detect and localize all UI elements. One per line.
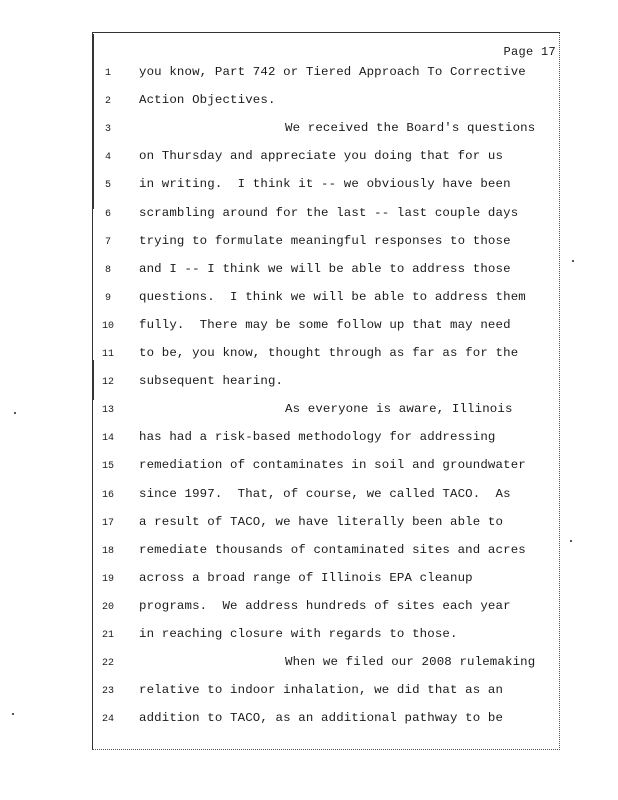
line-number: 7 bbox=[104, 236, 111, 248]
transcript-line bbox=[0, 486, 618, 506]
line-number: 23 bbox=[101, 686, 114, 698]
line-number: 24 bbox=[101, 714, 114, 726]
line-text: We received the Board's questions bbox=[285, 121, 536, 136]
transcript-line bbox=[0, 570, 618, 590]
line-text: in reaching closure with regards to those. bbox=[139, 627, 458, 641]
line-text: fully. There may be some follow up that may need bbox=[139, 317, 511, 332]
line-number: 12 bbox=[101, 377, 114, 389]
line-text: across a broad range of Illinois EPA cleanup bbox=[139, 570, 473, 585]
line-number: 9 bbox=[104, 292, 111, 304]
transcript-line bbox=[0, 289, 618, 309]
line-text: programs. We address hundreds of sites each year bbox=[139, 598, 511, 613]
transcript-line bbox=[0, 261, 618, 281]
transcript-line bbox=[0, 373, 618, 393]
line-number: 17 bbox=[101, 517, 114, 529]
line-number: 2 bbox=[104, 96, 111, 108]
line-text: subsequent hearing. bbox=[139, 374, 284, 389]
transcript-line bbox=[0, 514, 618, 534]
transcript-line bbox=[0, 120, 618, 140]
line-number: 13 bbox=[101, 405, 114, 417]
line-text: you know, Part 742 or Tiered Approach To Corrective bbox=[139, 65, 526, 79]
transcript-line bbox=[0, 682, 618, 702]
transcript-line bbox=[0, 345, 618, 365]
line-text: to be, you know, thought through as far as for the bbox=[139, 346, 519, 360]
line-number: 22 bbox=[101, 658, 114, 670]
line-text: remediate thousands of contaminated sites and acres bbox=[139, 542, 526, 557]
line-number: 11 bbox=[101, 349, 114, 360]
line-number: 21 bbox=[101, 630, 114, 641]
transcript-line bbox=[0, 429, 618, 449]
line-text: on Thursday and appreciate you doing that for us bbox=[139, 149, 504, 164]
transcript-line bbox=[0, 598, 618, 618]
line-number: 6 bbox=[104, 208, 111, 220]
line-number: 19 bbox=[101, 573, 114, 585]
scan-speck bbox=[14, 412, 16, 414]
scan-speck bbox=[12, 713, 14, 715]
transcript-line bbox=[0, 148, 618, 168]
line-text: relative to indoor inhalation, we did that as an bbox=[139, 683, 504, 698]
line-text: When we filed our 2008 rulemaking bbox=[285, 655, 536, 670]
line-number: 14 bbox=[101, 433, 114, 445]
transcript-line bbox=[0, 64, 618, 84]
line-text: scrambling around for the last -- last couple days bbox=[139, 205, 519, 220]
line-text: in writing. I think it -- we obviously have been bbox=[139, 177, 511, 192]
line-number: 15 bbox=[101, 461, 114, 473]
line-number: 3 bbox=[104, 124, 111, 136]
line-number: 8 bbox=[104, 264, 111, 276]
line-text: Action Objectives. bbox=[139, 93, 276, 108]
line-text: trying to formulate meaningful responses to those bbox=[139, 233, 511, 248]
line-text: remediation of contaminates in soil and groundwater bbox=[139, 458, 526, 473]
transcript-line bbox=[0, 92, 618, 112]
line-number: 18 bbox=[101, 545, 114, 557]
transcript-line bbox=[0, 626, 618, 646]
transcript-line bbox=[0, 457, 618, 477]
line-number: 1 bbox=[104, 68, 111, 79]
line-text: addition to TACO, as an additional pathway to be bbox=[139, 711, 504, 726]
line-number: 20 bbox=[101, 601, 114, 613]
transcript-line bbox=[0, 205, 618, 225]
transcript-line bbox=[0, 654, 618, 674]
transcript-line bbox=[0, 710, 618, 730]
line-number: 5 bbox=[104, 180, 111, 192]
line-text: questions. I think we will be able to address them bbox=[139, 289, 526, 304]
line-number: 10 bbox=[101, 320, 114, 332]
line-number: 16 bbox=[101, 489, 114, 501]
scan-speck bbox=[570, 540, 572, 542]
line-text: a result of TACO, we have literally been able to bbox=[139, 514, 504, 529]
page-number: Page 17 bbox=[503, 45, 556, 59]
transcript-line bbox=[0, 401, 618, 421]
transcript-line bbox=[0, 233, 618, 253]
line-text: and I -- I think we will be able to address those bbox=[139, 261, 511, 276]
line-text: As everyone is aware, Illinois bbox=[285, 402, 513, 417]
line-text: has had a risk-based methodology for addressing bbox=[139, 430, 496, 445]
line-text: since 1997. That, of course, we called TACO. As bbox=[139, 486, 511, 501]
scan-speck bbox=[572, 260, 574, 262]
line-number: 4 bbox=[104, 152, 111, 164]
transcript-line bbox=[0, 317, 618, 337]
transcript-line bbox=[0, 542, 618, 562]
transcript-line bbox=[0, 176, 618, 196]
